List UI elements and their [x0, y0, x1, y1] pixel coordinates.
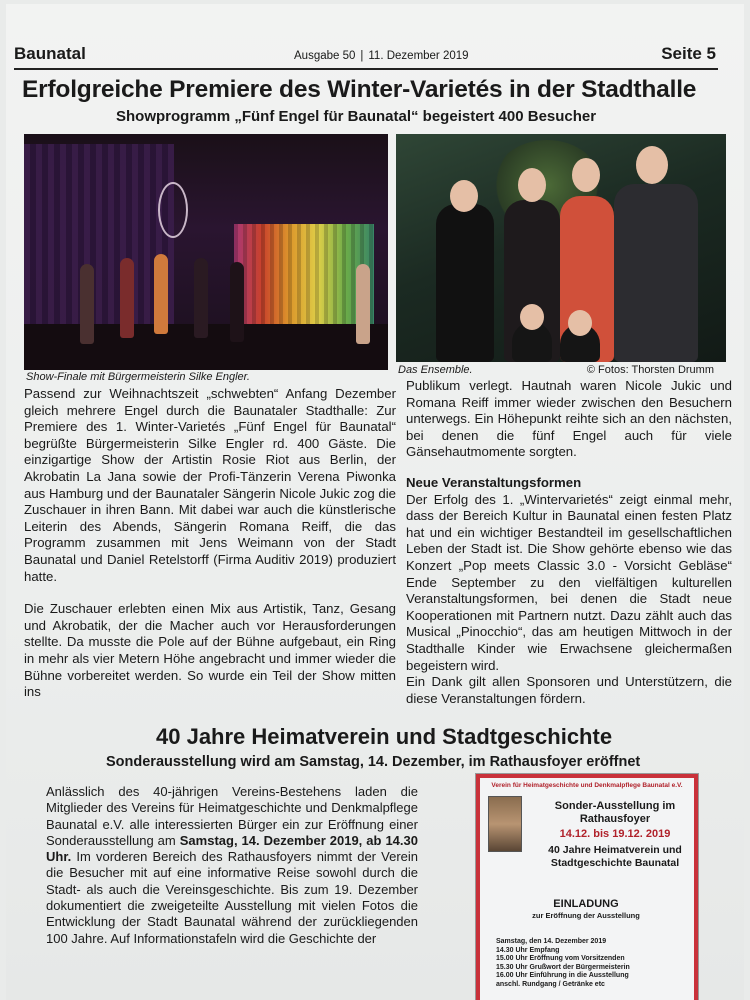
- article2-subhead: Sonderausstellung wird am Samstag, 14. Dezember, im Rathausfoyer eröffnet: [106, 754, 641, 770]
- article1-paragraph: Die Zuschauer erlebten einen Mix aus Artistik, Tanz, Gesang und Akrobatik, der die Macher auch vor Herausforderungen stellte. Da musste die Pole auf der Bühne aufgebaut, ein Ring in mehr als vier Metern Höhe angebracht und immer wieder die Bühne vorbereitet werden. So wurde ein Teil der Show mitten ins: [24, 601, 396, 700]
- article1-paragraph: Passend zur Weihnachtszeit „schwebten“ Anfang Dezember gleich mehrere Engel durch die Baunataler Stadthalle: Zur Premiere des 1. Winter-Varietés „Fünf Engel für Baunatal“ begrüßte Bürgermeisterin Silke Engler rd. 400 Gäste. Die einzigartige Show der Artistin Rosie Riot aus Berlin, der Akrobatin La Jana sowie der Profi-Tänzerin Verena Piwonka aus Hamburg und der Baunataler Sängerin Nicole Jukic zog die Zuschauer in ihren Bann. Mit dabei war auch die künstlerische Leiterin des Abends, Sängerin Romana Reiff, die das Programm zusammen mit Jens Weimann von der Stadt Baunatal und Daniel Retelstorff (Firma Auditiv 2019) produziert hatte.: [24, 386, 396, 584]
- article2-text: Anlässlich des 40-jährigen Vereins-Bestehens laden die Mitglieder des Vereins für Heimatgeschichte und Denkmalpflege Baunatal e.V. alle interessierten Bürger ein zur Eröffnung einer Sonderausstellung am: [46, 784, 418, 848]
- performer-figure: [80, 264, 94, 344]
- ensemble-face: [450, 180, 478, 212]
- performer-figure: [120, 258, 134, 338]
- performer-figure: [356, 264, 370, 344]
- poster-program-line: 15.30 Uhr Grußwort der Bürgermeisterin: [496, 963, 630, 971]
- article2-text: Im vorderen Bereich des Rathausfoyers nimmt der Verein die Besucher mit auf eine informative Reise sowohl durch die Stadt- als auch die Vereinsgeschichte. Bis zum 19. Dezember dokumentiert die zweigeteilte Ausstellung mit vielen Fotos die Entwicklung der Stadt Baunatal während der zurückliegenden 100 Jahre. Auf Informationstafeln wird die Geschichte der: [46, 849, 418, 946]
- ensemble-face: [518, 168, 546, 202]
- stage-curtain: [24, 144, 174, 334]
- poster-program: [496, 938, 686, 990]
- article2-paragraph: [46, 784, 418, 947]
- poster-dates: 14.12. bis 19.12. 2019: [559, 828, 671, 840]
- masthead-city: Baunatal: [14, 44, 86, 63]
- photo-caption-finale: Show-Finale mit Bürgermeisterin Silke Engler.: [26, 371, 250, 383]
- performer-figure: [230, 262, 244, 342]
- poster-invitation: EINLADUNG: [553, 898, 619, 910]
- show-finale-photo: [24, 134, 388, 370]
- poster-image: [488, 796, 522, 852]
- article2-body: [46, 784, 418, 947]
- separator: |: [360, 50, 364, 62]
- poster-program-line: 14.30 Uhr Empfang: [496, 946, 560, 954]
- ensemble-face: [636, 146, 668, 184]
- poster-program-line: 15.00 Uhr Eröffnung vom Vorsitzenden: [496, 955, 625, 963]
- performer-figure: [194, 258, 208, 338]
- ensemble-member: [436, 204, 494, 362]
- page-number: Seite 5: [661, 44, 716, 63]
- photo-credit: © Fotos: Thorsten Drumm: [586, 364, 714, 376]
- article1-column-right: [406, 378, 732, 707]
- ensemble-member: [614, 184, 698, 362]
- article1-subheading: Neue Veranstaltungsformen: [406, 474, 582, 490]
- poster-subtitle: 40 Jahre Heimatverein und Stadtgeschichte Baunatal: [548, 844, 682, 869]
- exhibition-poster: [476, 774, 698, 1000]
- newspaper-page: [6, 4, 744, 1000]
- ensemble-face: [568, 310, 592, 336]
- article1-paragraph: Ein Dank gilt allen Sponsoren und Unterstützern, die diese Veranstaltungen fördern.: [406, 674, 732, 706]
- rainbow-curtain: [234, 224, 374, 334]
- poster-organization: Verein für Heimatgeschichte und Denkmalpflege Baunatal e.V.: [491, 782, 683, 789]
- ensemble-face: [572, 158, 600, 192]
- photo-caption-ensemble: Das Ensemble.: [398, 364, 473, 376]
- issue-date: 11. Dezember 2019: [368, 50, 469, 62]
- poster-title: Sonder-Ausstellung im Rathausfoyer: [554, 800, 676, 825]
- article2-headline: 40 Jahre Heimatverein und Stadtgeschichte: [156, 724, 613, 749]
- performer-figure: [154, 254, 168, 334]
- article1-subhead: Showprogramm „Fünf Engel für Baunatal“ begeistert 400 Besucher: [116, 108, 597, 125]
- issue-number: Ausgabe 50: [294, 50, 356, 62]
- ensemble-face: [520, 304, 544, 330]
- poster-program-line: anschl. Rundgang / Getränke etc: [496, 980, 605, 988]
- masthead-issue-date: [294, 50, 469, 62]
- article1-paragraph: Publikum verlegt. Hautnah waren Nicole Jukic und Romana Reiff immer wieder zwischen den Besuchern unterwegs. Ein Höhepunkt reihte sich an den nächsten, bei denen die fünf Engel auch für viele Gänsehautmomente sorgten.: [406, 378, 732, 460]
- article1-column-left: [24, 386, 396, 701]
- poster-program-line: Samstag, den 14. Dezember 2019: [496, 938, 607, 945]
- article1-paragraph: Der Erfolg des 1. „Wintervarietés“ zeigt einmal mehr, dass der Bereich Kultur in Baunatal einen festen Platz hat und ein wichtiger Bestandteil im gesellschaftlichen Leben der Stadt ist. Die Show gehörte ebenso wie das Konzert „Pop meets Classic 3.0 - Vorsicht Gebläse“ Ende September zu den vielfältigen kulturellen Veranstaltungsformen, bei denen die Stadt neue Kooperationen mit Partnern nutzt. Dazu zählt auch das Musical „Pinocchio“, das am heutigen Mittwoch in der Stadthalle Kinder wie Erwachsene gleichermaßen begeistern wird.: [406, 491, 732, 673]
- poster-invitation-sub: zur Eröffnung der Ausstellung: [532, 911, 640, 920]
- aerial-ring: [158, 182, 188, 238]
- masthead-rule: [14, 68, 718, 70]
- ensemble-photo: [396, 134, 726, 362]
- article1-headline: Erfolgreiche Premiere des Winter-Varietés in der Stadthalle: [22, 76, 697, 103]
- poster-program-line: 16.00 Uhr Einführung in die Ausstellung: [496, 972, 629, 980]
- article2-date-bold: Samstag, 14. Dezember 2019, ab 14.30 Uhr.: [46, 832, 418, 865]
